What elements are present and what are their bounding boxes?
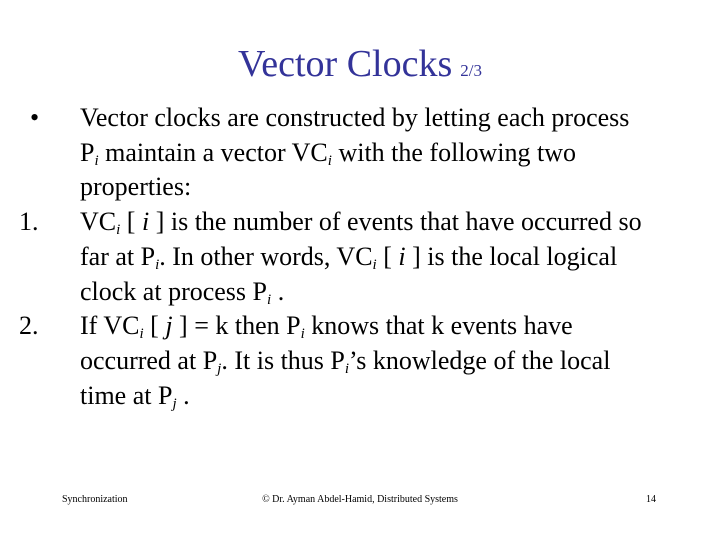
body-line: properties: [80, 172, 192, 202]
subscript: i [327, 152, 332, 169]
body-line: If $VC_i$ [ j ] = k then $P_i$ knows that k events have [80, 311, 573, 343]
footer-copyright: © Dr. Ayman Abdel-Hamid, Distributed Systems [262, 494, 458, 505]
subscript: i [94, 152, 99, 169]
slide-title [0, 40, 720, 95]
footer-section-label: Synchronization [62, 494, 128, 505]
subscript: i [372, 256, 377, 273]
body-line: Vector clocks are constructed by letting each process [80, 103, 630, 132]
subscript: i [155, 256, 160, 273]
number-marker: 2. [19, 311, 39, 341]
index-variable: i [398, 241, 406, 271]
subscript: i [300, 326, 305, 343]
slide-title-text: Vector Clocks [238, 43, 453, 85]
subscript: i [267, 291, 272, 308]
index-variable: i [141, 207, 150, 237]
numbered-item-2 [0, 309, 690, 413]
body-line: far at $P_i$. In other words, $VC_i$ [ i ] is the local logical [80, 241, 618, 273]
subscript: j [172, 395, 177, 412]
bullet-marker: • [30, 103, 40, 132]
subscript: i [139, 326, 144, 343]
numbered-item-1 [0, 205, 690, 309]
body-line: occurred at $P_j$. It is thus $P_i’s$ knowledge of the local [80, 345, 611, 377]
body-line: $VC_i$ [ i ] is the number of events that have occurred so [80, 207, 642, 239]
slide-title-page-indicator: 2/3 [460, 61, 482, 80]
number-marker: 1. [19, 207, 39, 237]
index-variable: j [165, 311, 173, 341]
slide-body [0, 101, 720, 413]
subscript: i [344, 360, 350, 377]
subscript: j [217, 360, 222, 377]
subscript: i [116, 222, 121, 239]
footer-page-number: 14 [646, 494, 656, 505]
body-line: clock at process $P_i$ . [80, 276, 285, 308]
bullet-item [0, 101, 690, 205]
body-line: $P_i$ maintain a vector $VC_i$ with the following two [80, 137, 577, 169]
body-line: time at $P_j$ . [80, 380, 190, 412]
